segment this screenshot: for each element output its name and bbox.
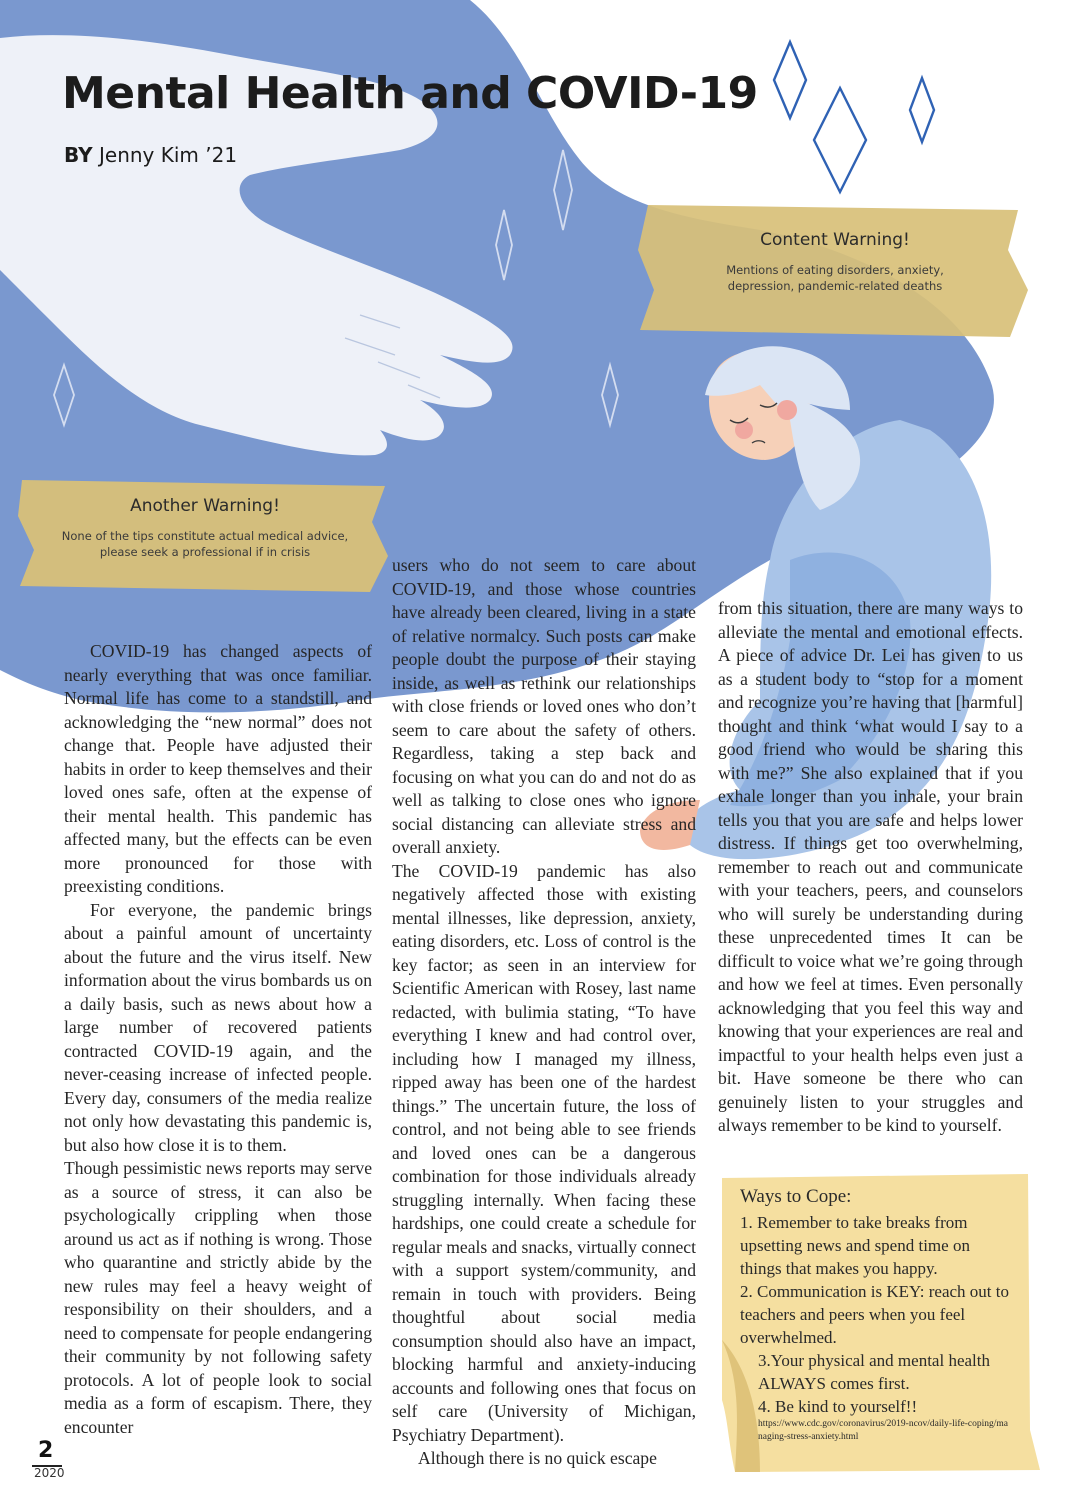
article-title: Mental Health and COVID-19 [62,68,758,119]
col1-paragraph-2: For everyone, the pandemic brings about a painful amount of uncertainty about the future and the virus itself. New information about the virus bombards us on a daily basis, such as news about how a large number of recovered patients contracted COVID-19 again, and the never-ceasing increase of infected people. Every day, consumers of the media realize not only how devastating this pandemic is, but also how close it is to them. [64,899,372,1155]
col3-paragraph-1: from this situation, there are many ways to alleviate the mental and emotional effects. A piece of advice Dr. Lei has given to us as a student body to “stop for a moment and recognize you’re having that [harmful] thought and think ‘what would I say to a good friend who would be sharing this with me?” She also explained that if you exhale longer than you inhale, your brain tells you that you are safe and helps lower distress. If things get too overwhelming, remember to reach out and communicate with your teachers, peers, and counselors who will surely be understanding during these unprecedented times It can be difficult to voice what we’re going through and how we feel at times. Even personally acknowledging that you feel this way and knowing that your experiences are real and impactful to your health helps even just a bit. Have someone be there who can genuinely listen to your struggles and always remember to be kind to yourself. [718,598,1023,1135]
col2-paragraph-1: users who do not seem to care about COVID-19, and those whose countries have already been cleared, living in a state of relative normalcy. Such posts can make people doubt the purpose of their staying inside, as well as rethink our relationships with close friends or loved ones who don’t seem to care about the safety of others. Regardless, taking a step back and focusing on what you can do and not do as well as talking to close ones who ignore social distancing can alleviate stress and overall anxiety. [392,555,696,857]
content-warning-title: Content Warning! [760,230,910,250]
cope-item-4: 4. Be kind to yourself!! [758,1397,918,1416]
ways-to-cope-title: Ways to Cope: [740,1186,852,1207]
dark-sparkles [774,42,934,192]
col2-paragraph-2: The COVID-19 pandemic has also negatively affected those with existing mental illnesses, like depression, anxiety, eating disorders, etc. Loss of control is the key factor; as seen in an interview for Scientific American with Rosey, last name redacted, with bulimia stating, “To have everything I knew and had control over, including how I managed my illness, ripped away has been one of the hardest things.” The uncertain future, the loss of control, and not being able to see friends and loved ones can be a dangerous combination for those individuals already struggling internally. When facing these hardships, one could create a schedule for regular meals and snacks, virtually connect with a support system/community, and remain in touch with providers. Being thoughtful about social media consumption should also have an impact, blocking harmful and anxiety-inducing accounts and following ones that focus on self care (University of Michigan, Psychiatry Department). [392,860,696,1445]
byline-prefix: BY [64,143,93,167]
article-column-2 [392,554,696,1471]
cope-item-2: 2. Communication is KEY: reach out to teachers and peers when you feel overwhelmed. [740,1282,1009,1347]
cope-source-link[interactable]: https://www.cdc.gov/coronavirus/2019-ncov/daily-life-coping/managing-stress-anxiety.html [758,1419,1009,1442]
another-warning-title: Another Warning! [130,496,280,516]
byline-author: Jenny Kim ’21 [99,143,238,167]
ways-to-cope-box [740,1186,1010,1444]
footer-year: 2020 [34,1466,65,1480]
byline [64,143,237,167]
another-warning-text: None of the tips constitute actual medical advice, please seek a professional if in crisis [61,529,349,559]
article-column-3 [718,597,1023,1138]
article-column-1 [64,640,372,1439]
content-warning-text: Mentions of eating disorders, anxiety, depression, pandemic-related deaths [726,263,944,293]
cope-item-1: 1. Remember to take breaks from upsetting news and spend time on things that makes you happy. [740,1213,970,1278]
page-number: 2 [38,1438,54,1463]
col2-paragraph-3: Although there is no quick escape [418,1448,657,1468]
col1-paragraph-1: COVID-19 has changed aspects of nearly everything that was once familiar. Normal life has come to a standstill, and acknowledging the “new normal” does not change that. People have adjusted their habits in order to keep themselves and their loved ones safe, often at the expense of their mental health. This pandemic has affected many, but the effects can be even more pronounced for those with preexisting conditions. [64,641,372,896]
cope-item-3: 3.Your physical and mental health ALWAYS comes first. [758,1351,990,1393]
col1-paragraph-3: Though pessimistic news reports may serve as a source of stress, it can also be psychologically crippling when those around us act as if nothing is wrong. Those who quarantine and strictly abide by the new rules may feel a heavy weight of responsibility on their shoulders, and a need to compensate for people endangering their community by not following safety protocols. A lot of people look to social media as a form of escapism. There, they encounter [64,1158,372,1437]
